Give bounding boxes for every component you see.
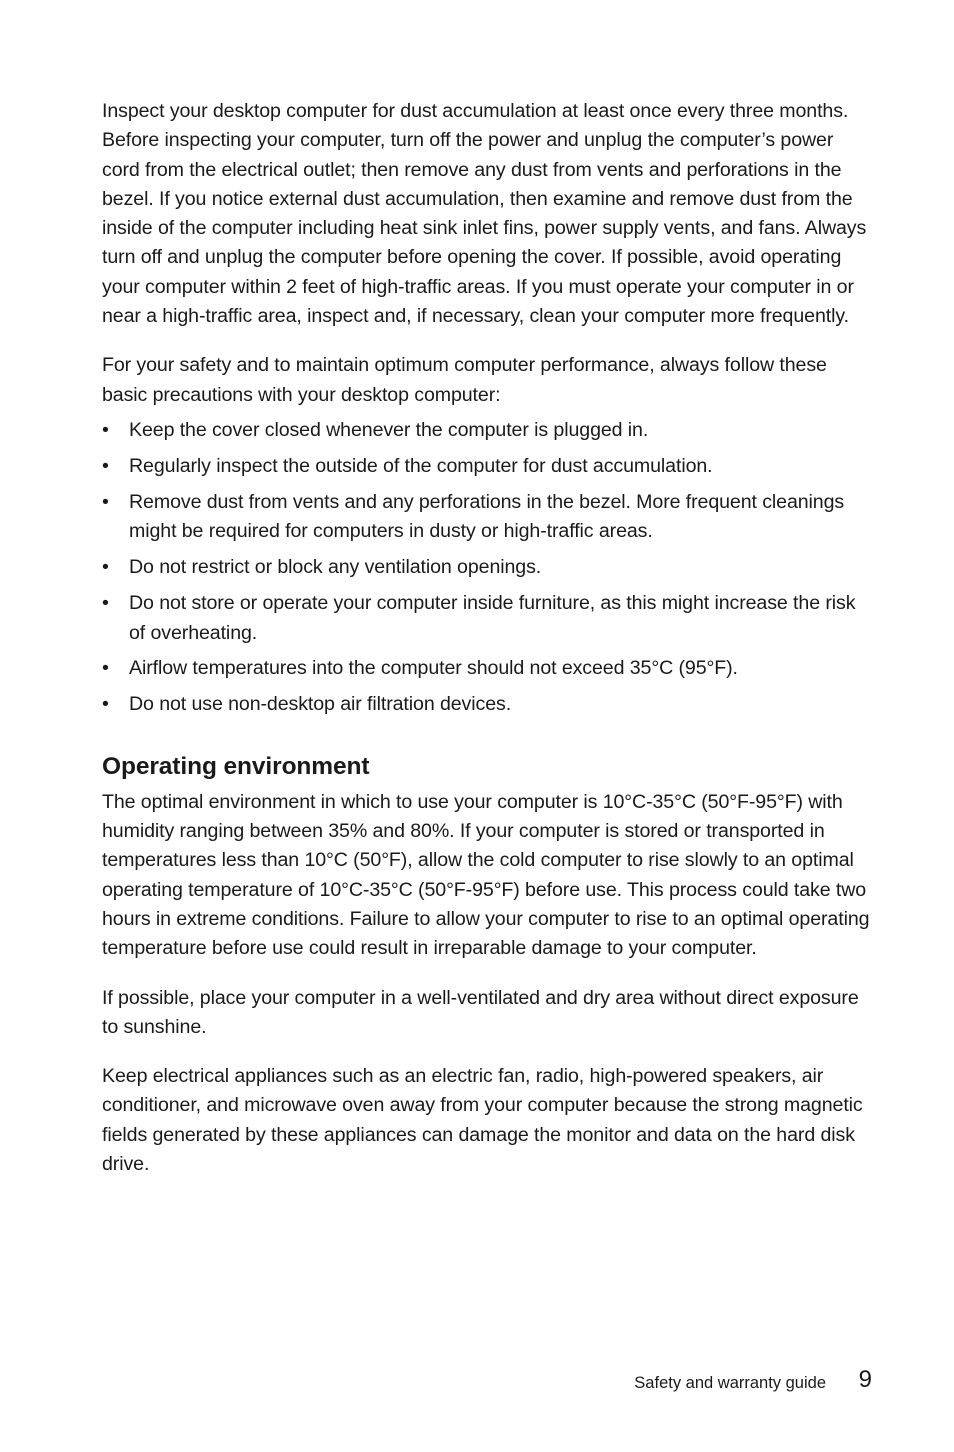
list-item-text: Regularly inspect the outside of the computer for dust accumulation. [129, 454, 713, 477]
list-item [102, 452, 874, 481]
paragraph-safety-intro: For your safety and to maintain optimum computer performance, always follow these basic precautions with your desktop computer: [102, 354, 827, 406]
page-number: 9 [858, 1366, 872, 1393]
list-item [102, 654, 874, 683]
footer-title: Safety and warranty guide [634, 1374, 826, 1392]
list-item [102, 416, 874, 445]
page-content [102, 97, 874, 1179]
list-item [102, 488, 874, 547]
paragraph-dust-inspection: Inspect your desktop computer for dust accumulation at least once every three months. Before inspecting your computer, turn off the power and unplug the computer’s power cord from the electrical outlet; then remove any dust from vents and perforations in the bezel. If you notice external dust accumulation, then examine and remove dust from the inside of the computer including heat sink inlet fins, power supply vents, and fans. Always turn off and unplug the computer before opening the cover. If possible, avoid operating your computer within 2 feet of high-traffic areas. If you must operate your computer in or near a high-traffic area, inspect and, if necessary, clean your computer more frequently. [102, 100, 867, 328]
bullet-icon: • [102, 556, 109, 579]
bullet-icon: • [102, 693, 109, 716]
page-footer [0, 1366, 954, 1398]
list-item-text: Do not store or operate your computer inside furniture, as this might increase the risk of overheating. [129, 592, 856, 644]
bullet-icon: • [102, 418, 109, 441]
paragraph-optimal-environment: The optimal environment in which to use your computer is 10°C-35°C (50°F-95°F) with humidity ranging between 35% and 80%. If your computer is stored or transported in temperatures less than 10°C (50°F), allow the cold computer to rise slowly to an optimal operating temperature of 10°C-35°C (50°F-95°F) before use. This process could take two hours in extreme conditions. Failure to allow your computer to rise to an optimal operating temperature before use could result in irreparable damage to your computer. [102, 790, 870, 960]
list-item-text: Remove dust from vents and any perforations in the bezel. More frequent cleanings might be required for computers in dusty or high-traffic areas. [129, 490, 845, 543]
list-item [102, 589, 874, 648]
list-item [102, 553, 874, 582]
list-item-text: Do not restrict or block any ventilation openings. [129, 556, 542, 579]
bullet-icon: • [102, 592, 109, 615]
paragraph-placement: If possible, place your computer in a well-ventilated and dry area without direct exposure to sunshine. [102, 986, 859, 1038]
bullet-icon: • [102, 657, 109, 680]
bullet-icon: • [102, 454, 109, 477]
section-heading-operating-environment: Operating environment [102, 752, 370, 780]
list-item-text: Airflow temperatures into the computer should not exceed 35°C (95°F). [129, 657, 738, 680]
list-item [102, 690, 874, 719]
paragraph-electrical-appliances: Keep electrical appliances such as an electric fan, radio, high-powered speakers, air conditioner, and microwave oven away from your computer because the strong magnetic fields generated by these appliances can damage the monitor and data on the hard disk drive. [102, 1065, 863, 1176]
list-item-text: Keep the cover closed whenever the computer is plugged in. [129, 418, 649, 441]
list-item-text: Do not use non-desktop air filtration devices. [129, 693, 512, 716]
precautions-list [102, 416, 874, 720]
bullet-icon: • [102, 490, 109, 513]
